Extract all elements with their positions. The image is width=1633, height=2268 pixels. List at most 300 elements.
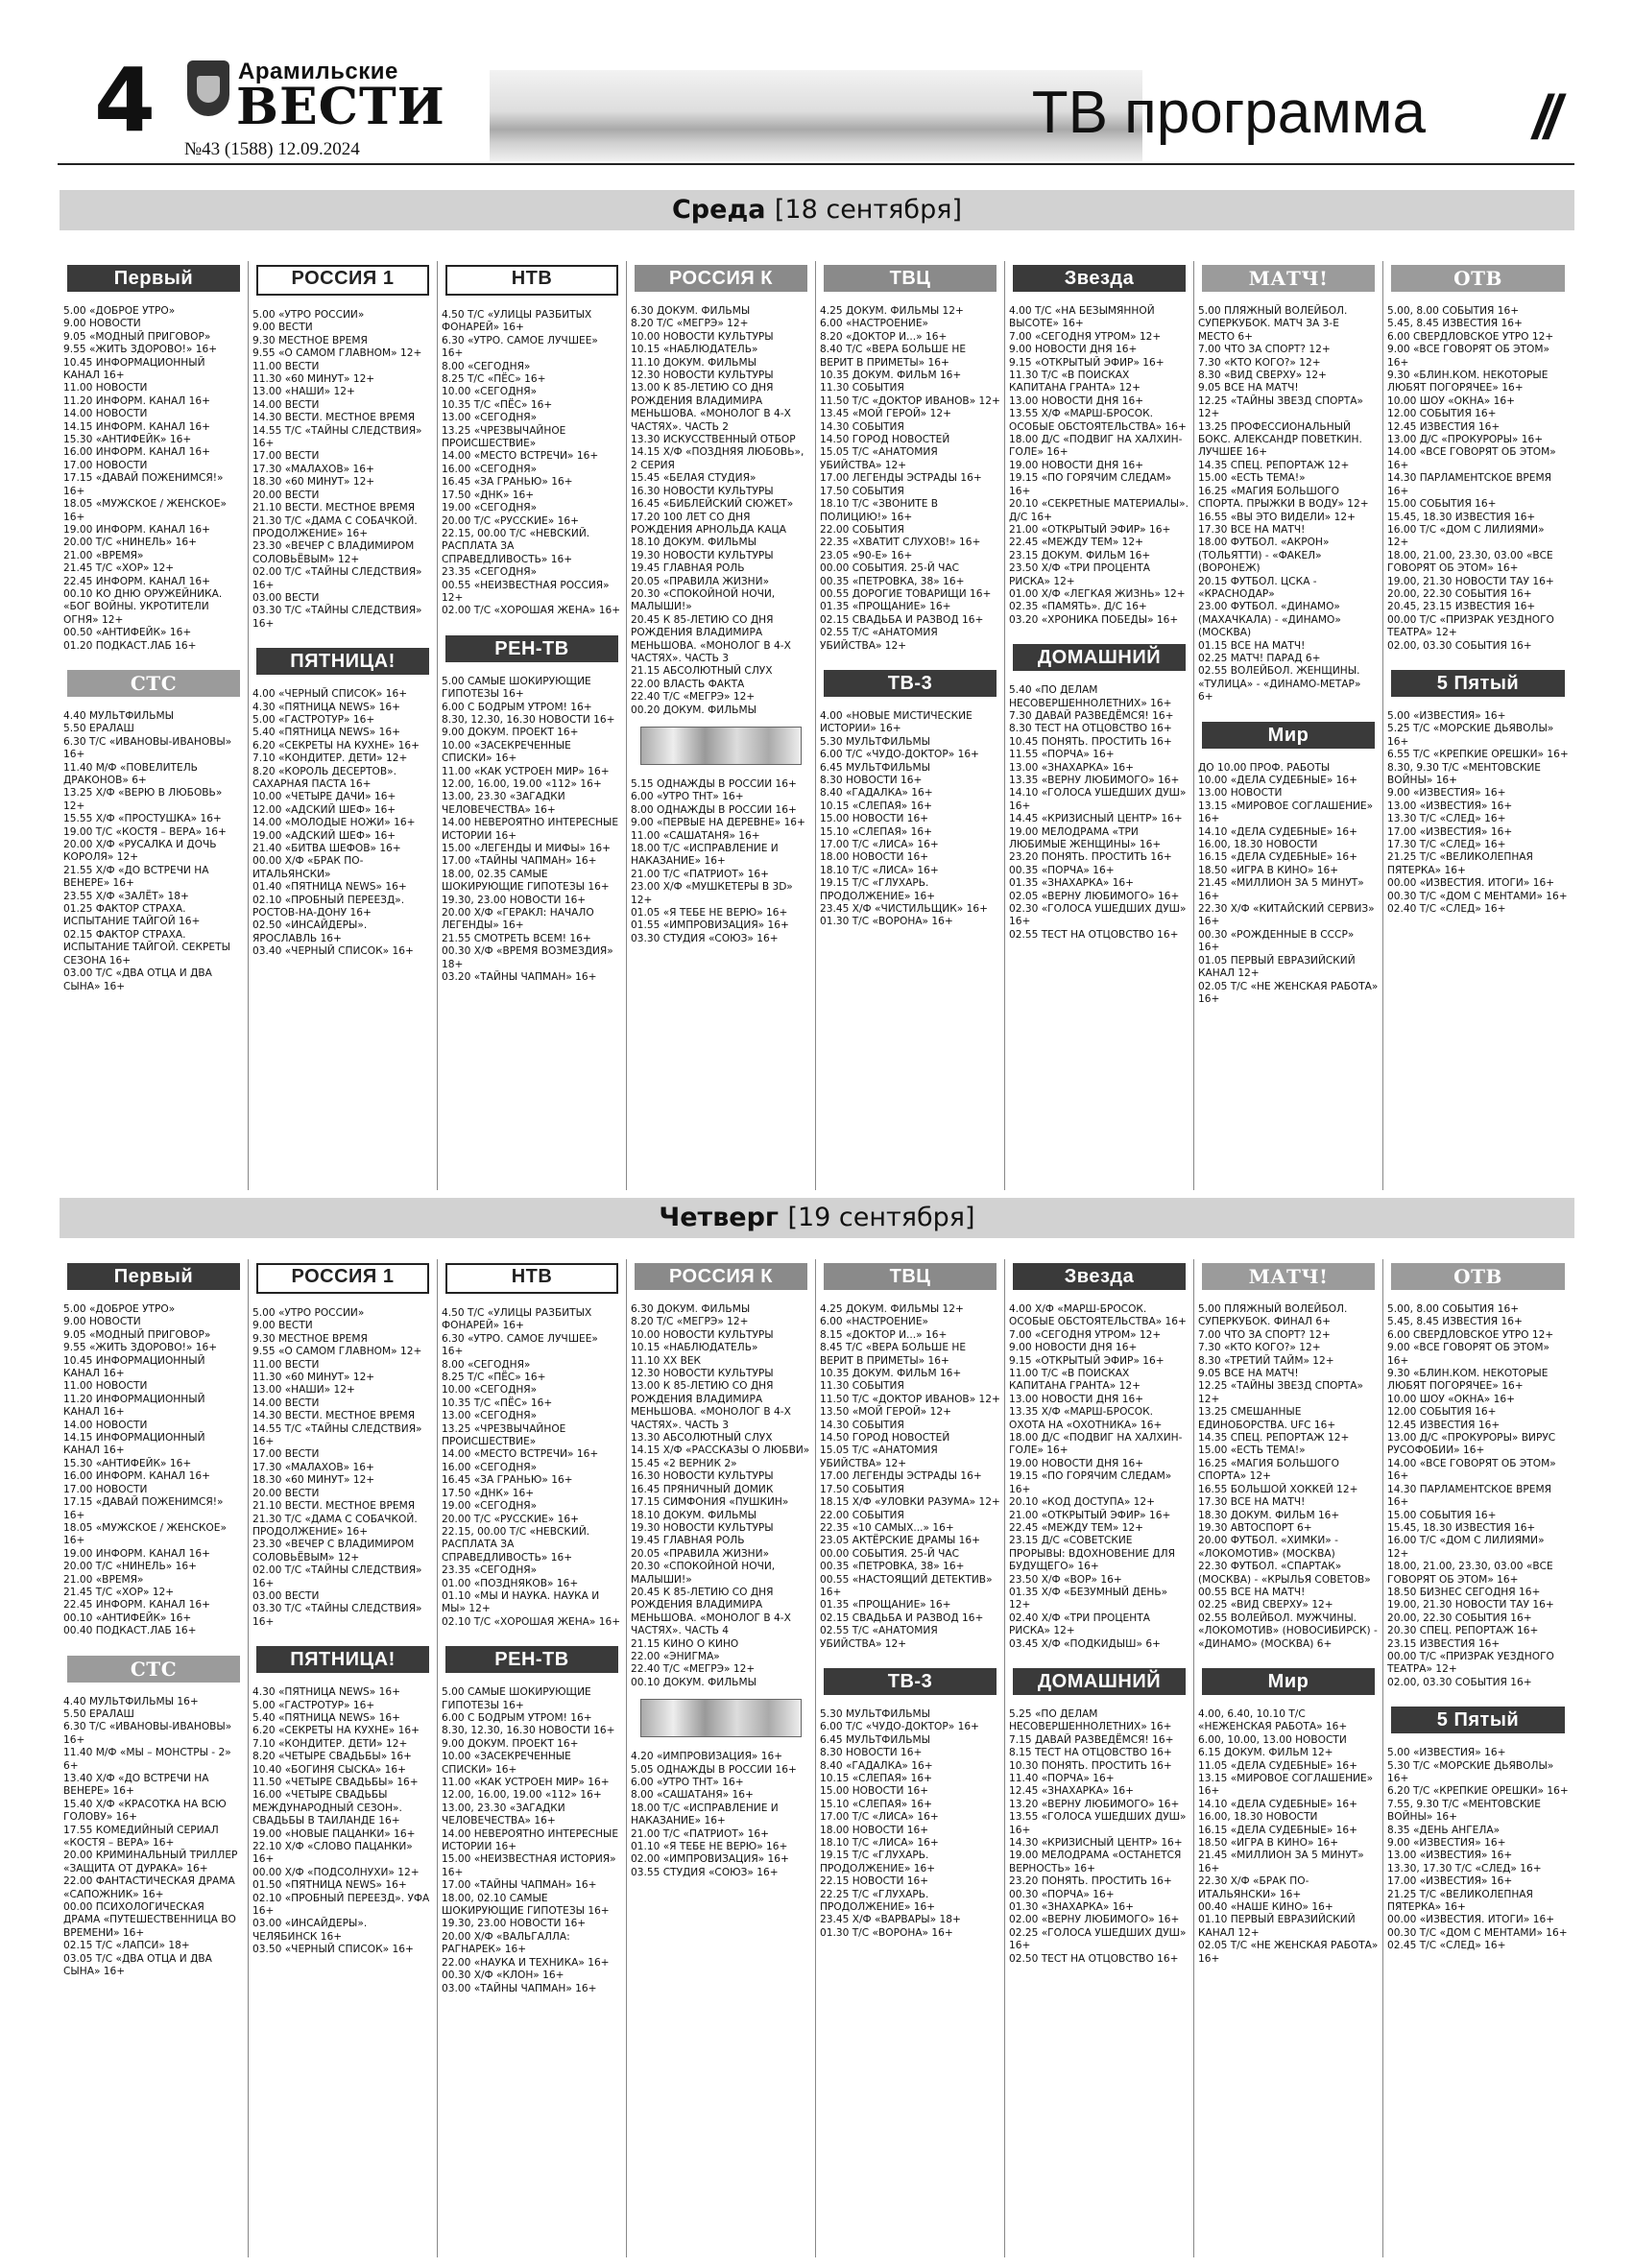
program-item: 23.30 «ВЕЧЕР С ВЛАДИМИРОМ СОЛОВЬЁВЫМ» 12+: [252, 540, 415, 565]
channel-column: [438, 261, 627, 1190]
program-item: 13.00, 23.30 «ЗАГАДКИ ЧЕЛОВЕЧЕСТВА» 16+: [442, 1802, 565, 1827]
program-item: 9.55 «ЖИТЬ ЗДОРОВО!» 16+: [63, 344, 218, 356]
program-item: 6.00 СВЕРДЛОВСКОЕ УТРО 12+: [1387, 330, 1554, 343]
program-item: 03.30 Т/С «ТАЙНЫ СЛЕДСТВИЯ» 16+: [252, 605, 422, 630]
program-item: 7.30 «КТО КОГО?» 12+: [1198, 1342, 1321, 1354]
program-item: 02.00 Т/С «ТАЙНЫ СЛЕДСТВИЯ» 16+: [252, 1564, 422, 1589]
program-item: 13.50 «МОЙ ГЕРОЙ» 12+: [820, 1406, 951, 1419]
program-item: 13.00 К 85-ЛЕТИЮ СО ДНЯ РОЖДЕНИЯ ВЛАДИМИРА МЕНЬШОВА. «МОНОЛОГ В 4-Х ЧАСТЯХ». ЧАСТЬ 3: [631, 1380, 791, 1431]
coat-of-arms-icon: [187, 60, 229, 116]
program-item: 6.45 МУЛЬТФИЛЬМЫ: [820, 761, 931, 774]
program-item: 9.30 «БЛИН.КОМ. НЕКОТОРЫЕ ЛЮБЯТ ПОГОРЯЧЕЕ» 16+: [1387, 1368, 1549, 1393]
day-name: Среда: [671, 195, 766, 225]
program-item: 00.55 ВСЕ НА МАТЧ!: [1198, 1586, 1306, 1598]
program-item: 02.40 Т/С «СЛЕД» 16+: [1387, 903, 1506, 916]
program-item: 8.20 Т/С «МЕГРЭ» 12+: [631, 1316, 749, 1328]
program-item: 17.50 СОБЫТИЯ: [820, 485, 904, 497]
program-item: ДО 10.00 ПРОФ. РАБОТЫ: [1198, 761, 1331, 774]
program-item: 00.55 «НЕИЗВЕСТНАЯ РОССИЯ» 12+: [442, 579, 610, 604]
program-item: 21.45 Т/С «ХОР» 12+: [63, 562, 175, 575]
program-item: 15.45 «БЕЛАЯ СТУДИЯ»: [631, 472, 756, 485]
program-item: 10.00 НОВОСТИ КУЛЬТУРЫ: [631, 1328, 774, 1341]
program-item: 9.00 «ВСЕ ГОВОРЯТ ОБ ЭТОМ» 16+: [1387, 344, 1549, 369]
program-item: 4.25 ДОКУМ. ФИЛЬМЫ 12+: [820, 1303, 964, 1315]
program-item: 19.30, 23.00 НОВОСТИ 16+: [442, 1918, 587, 1930]
program-item: 5.00 САМЫЕ ШОКИРУЮЩИЕ ГИПОТЕЗЫ 16+: [442, 675, 591, 701]
program-item: 01.55 «ИМПРОВИЗАЦИЯ» 16+: [631, 919, 789, 932]
program-item: 15.00 «ЛЕГЕНДЫ И МИФЫ» 16+: [442, 843, 611, 855]
program-item: 8.00 «СЕГОДНЯ»: [442, 360, 531, 372]
program-item: 21.15 АБСОЛЮТНЫЙ СЛУХ: [631, 665, 773, 678]
program-item: 01.00 «ПОЗДНЯКОВ» 16+: [442, 1577, 579, 1589]
program-item: 18.10 ДОКУМ. ФИЛЬМЫ: [631, 537, 756, 549]
program-item: 5.00 ПЛЯЖНЫЙ ВОЛЕЙБОЛ. СУПЕРКУБОК. МАТЧ ЗА 3-Е МЕСТО 6+: [1198, 305, 1348, 343]
program-list: [252, 1307, 433, 1629]
program-item: 13.55 «ГОЛОСА УШЕДШИХ ДУШ» 16+: [1009, 1811, 1187, 1836]
program-item: 11.20 ИНФОРМ. КАНАЛ 16+: [63, 394, 210, 407]
program-list: [1387, 305, 1569, 653]
program-item: 17.30 «МАЛАХОВ» 16+: [252, 463, 374, 475]
program-item: 10.00 «СЕГОДНЯ»: [442, 386, 538, 398]
program-item: 02.25 МАТЧ! ПАРАД 6+: [1198, 652, 1321, 664]
program-item: 20.30 СПЕЦ. РЕПОРТАЖ 16+: [1387, 1625, 1539, 1637]
program-list: [1009, 684, 1189, 942]
program-item: 21.00 «ВРЕМЯ»: [63, 549, 144, 561]
channel-column: [1194, 1259, 1383, 2257]
channel-column: [1194, 261, 1383, 1190]
program-item: 16.15 «ДЕЛА СУДЕБНЫЕ» 16+: [1198, 851, 1358, 864]
program-item: 12.45 ИЗВЕСТИЯ 16+: [1387, 1419, 1501, 1431]
program-item: 13.25 Х/Ф «ВЕРЮ В ЛЮБОВЬ» 12+: [63, 787, 223, 812]
program-item: 02.10 Т/С «ХОРОШАЯ ЖЕНА» 16+: [442, 1615, 621, 1628]
program-item: 16.00, 18.30 НОВОСТИ: [1198, 839, 1318, 851]
program-item: 15.00 СОБЫТИЯ 16+: [1387, 1509, 1497, 1521]
program-item: 7.00 «СЕГОДНЯ УТРОМ» 12+: [1009, 1328, 1162, 1341]
program-item: 18.00, 21.00, 23.30, 03.00 «ВСЕ ГОВОРЯТ ОБ ЭТОМ» 16+: [1387, 549, 1553, 575]
program-item: 14.00 НЕВЕРОЯТНО ИНТЕРЕСНЫЕ ИСТОРИИ 16+: [442, 1827, 619, 1853]
program-item: 18.05 «МУЖСКОЕ / ЖЕНСКОЕ» 16+: [63, 1521, 227, 1547]
program-item: 20.15 ФУТБОЛ. ЦСКА - «КРАСНОДАР»: [1198, 575, 1317, 600]
program-item: 7.30 «КТО КОГО?» 12+: [1198, 356, 1321, 369]
program-item: 02.10 «ПРОБНЫЙ ПЕРЕЕЗД». УФА 16+: [252, 1892, 430, 1918]
program-item: 01.35 «ПРОЩАНИЕ» 16+: [820, 601, 951, 613]
program-item: 03.00 «ИНСАЙДЕРЫ». ЧЕЛЯБИНСК 16+: [252, 1918, 368, 1943]
program-item: 18.10 Т/С «ЗВОНИТЕ В ПОЛИЦИЮ!» 16+: [820, 498, 939, 523]
program-list: [63, 305, 244, 653]
channel-logo: РОССИЯ К: [635, 1263, 807, 1290]
program-list: [820, 1303, 1000, 1651]
program-item: 19.00 Т/С «КОСТЯ – ВЕРА» 16+: [63, 825, 227, 838]
program-item: 15.00 «НЕИЗВЕСТНАЯ ИСТОРИЯ» 16+: [442, 1853, 616, 1878]
program-item: 03.00 «ТАЙНЫ ЧАПМАН» 16+: [442, 1982, 597, 1994]
program-item: 13.25 СМЕШАННЫЕ ЕДИНОБОРСТВА. UFC 16+: [1198, 1406, 1336, 1431]
program-item: 02.45 Т/С «СЛЕД» 16+: [1387, 1940, 1506, 1952]
program-item: 8.30 НОВОСТИ 16+: [820, 1747, 923, 1759]
program-item: 11.00 Т/С «В ПОИСКАХ КАПИТАНА ГРАНТА» 12+: [1009, 1368, 1141, 1393]
program-item: 15.45 «2 ВЕРНИК 2»: [631, 1457, 737, 1469]
program-item: 9.00 ДОКУМ. ПРОЕКТ 16+: [442, 1737, 579, 1750]
program-item: 20.00 Т/С «НИНЕЛЬ» 16+: [63, 537, 197, 549]
program-item: 01.30 «ЗНАХАРКА» 16+: [1009, 1901, 1135, 1914]
program-item: 14.00 ВЕСТИ: [252, 1397, 320, 1409]
program-item: 11.30 СОБЫТИЯ: [820, 382, 904, 394]
program-item: 19.15 Т/С «ГЛУХАРЬ. ПРОДОЛЖЕНИЕ» 16+: [820, 1850, 936, 1874]
program-item: 18.30 «60 МИНУТ» 12+: [252, 476, 375, 489]
program-item: 14.10 «ДЕЛА СУДЕБНЫЕ» 16+: [1198, 825, 1358, 838]
program-item: 19.15 «ПО ГОРЯЧИМ СЛЕДАМ» 16+: [1009, 1470, 1172, 1495]
program-item: 11.30 СОБЫТИЯ: [820, 1380, 904, 1393]
program-item: 16.25 «МАГИЯ БОЛЬШОГО СПОРТА. ПРЫЖКИ В ВОДУ» 12+: [1198, 485, 1369, 511]
program-item: 03.00 ВЕСТИ: [252, 1589, 320, 1602]
program-item: 01.25 ФАКТОР СТРАХА. ИСПЫТАНИЕ ТАЙГОЙ 16+: [63, 903, 201, 928]
program-item: 14.30 ПАРЛАМЕНТСКОЕ ВРЕМЯ 16+: [1387, 472, 1551, 497]
program-item: 12.00 «АДСКИЙ ШЕФ» 16+: [252, 803, 396, 816]
program-item: 19.30, 23.00 НОВОСТИ 16+: [442, 894, 587, 906]
program-item: 5.00 «ИЗВЕСТИЯ» 16+: [1387, 709, 1506, 722]
program-item: 6.20 «СЕКРЕТЫ НА КУХНЕ» 16+: [252, 739, 420, 752]
program-item: 5.40 «ПЯТНИЦА NEWS» 16+: [252, 1711, 400, 1724]
program-item: 14.35 СПЕЦ. РЕПОРТАЖ 12+: [1198, 459, 1350, 471]
program-item: 13.00 «ИЗВЕСТИЯ» 16+: [1387, 1850, 1513, 1862]
program-item: 00.00 СОБЫТИЯ. 25-Й ЧАС: [820, 562, 960, 575]
program-item: 13.55 Х/Ф «МАРШ-БРОСОК. ОСОБЫЕ ОБСТОЯТЕЛЬСТВА» 16+: [1009, 408, 1187, 433]
program-item: 14.00 «МОЛОДЫЕ НОЖИ» 16+: [252, 817, 416, 829]
program-item: 12.30 НОВОСТИ КУЛЬТУРЫ: [631, 370, 774, 382]
program-item: 8.15 ТЕСТ НА ОТЦОВСТВО 16+: [1009, 1747, 1172, 1759]
program-item: 02.05 Т/С «НЕ ЖЕНСКАЯ РАБОТА» 16+: [1198, 1940, 1379, 1965]
program-item: 18.00 НОВОСТИ 16+: [820, 1824, 929, 1836]
program-item: 4.00 Т/С «НА БЕЗЫМЯННОЙ ВЫСОТЕ» 16+: [1009, 305, 1155, 330]
program-item: 17.00 Т/С «ЛИСА» 16+: [820, 839, 939, 851]
program-item: 8.00 «САШАТАНЯ» 16+: [631, 1789, 754, 1802]
program-item: 23.15 Д/С «СОВЕТСКИЕ ПРОРЫВЫ: ВДОХНОВЕНИЕ ДЛЯ БУДУЩЕГО» 16+: [1009, 1535, 1175, 1573]
program-item: 00.20 ДОКУМ. ФИЛЬМЫ: [631, 704, 756, 716]
program-item: 23.45 Х/Ф «ВАРВАРЫ» 18+: [820, 1914, 961, 1926]
program-item: 11.00 НОВОСТИ: [63, 1380, 148, 1393]
program-item: 13.00 «СЕГОДНЯ»: [442, 1410, 538, 1422]
program-item: 00.00 Х/Ф «ПОДСОЛНУХИ» 12+: [252, 1866, 420, 1878]
program-item: 01.50 «ПЯТНИЦА NEWS» 16+: [252, 1879, 407, 1892]
program-item: 6.00 «НАСТРОЕНИЕ»: [820, 318, 929, 330]
program-item: 19.30 АВТОСПОРТ 6+: [1198, 1521, 1312, 1534]
program-item: 14.30 «КРИЗИСНЫЙ ЦЕНТР» 16+: [1009, 1837, 1183, 1850]
program-item: 02.55 Т/С «АНАТОМИЯ УБИЙСТВА» 12+: [820, 1625, 938, 1650]
program-item: 13.00 НОВОСТИ: [1198, 787, 1283, 800]
channel-logo: РОССИЯ К: [635, 265, 807, 292]
program-item: 16.30 НОВОСТИ КУЛЬТУРЫ: [631, 485, 774, 497]
program-item: 02.15 СВАДЬБА И РАЗВОД 16+: [820, 613, 984, 626]
program-item: 18.05 «МУЖСКОЕ / ЖЕНСКОЕ» 16+: [63, 498, 227, 523]
program-item: 9.05 «МОДНЫЙ ПРИГОВОР»: [63, 330, 211, 343]
program-item: 10.45 ИНФОРМАЦИОННЫЙ КАНАЛ 16+: [63, 356, 205, 382]
program-item: 21.40 «БИТВА ШЕФОВ» 16+: [252, 843, 401, 855]
program-item: 6.30 ДОКУМ. ФИЛЬМЫ: [631, 1303, 751, 1315]
program-item: 15.10 «СЛЕПАЯ» 16+: [820, 1798, 933, 1810]
program-item: 16.45 «ЗА ГРАНЬЮ» 16+: [442, 476, 573, 489]
program-item: 11.30 «60 МИНУТ» 12+: [252, 1372, 375, 1384]
program-item: 14.15 Х/Ф «РАССКАЗЫ О ЛЮБВИ»: [631, 1444, 810, 1457]
program-item: 13.45 «МОЙ ГЕРОЙ» 12+: [820, 408, 951, 420]
program-item: 23.15 ИЗВЕСТИЯ 16+: [1387, 1637, 1501, 1650]
program-item: 02.30 «ГОЛОСА УШЕДШИХ ДУШ» 16+: [1009, 903, 1187, 928]
program-item: 20.00 Х/Ф «ВАЛЬГАЛЛА: РАГНАРЕК» 16+: [442, 1930, 570, 1956]
program-item: 22.25 Т/С «ГЛУХАРЬ. ПРОДОЛЖЕНИЕ» 16+: [820, 1888, 936, 1914]
program-item: 5.00 ПЛЯЖНЫЙ ВОЛЕЙБОЛ. СУПЕРКУБОК. ФИНАЛ 6+: [1198, 1303, 1348, 1328]
program-item: 10.00 «ЗАСЕКРЕЧЕННЫЕ СПИСКИ» 16+: [442, 1751, 571, 1776]
program-item: 11.30 Т/С «В ПОИСКАХ КАПИТАНА ГРАНТА» 12+: [1009, 370, 1141, 394]
program-item: 15.00 НОВОСТИ 16+: [820, 813, 929, 825]
program-item: 02.15 Т/С «ЛАПСИ» 18+: [63, 1940, 190, 1952]
program-item: 8.30, 9.30 Т/С «МЕНТОВСКИЕ ВОЙНЫ» 16+: [1387, 761, 1541, 786]
channel-logo: ДОМАШНИЙ: [1013, 644, 1186, 671]
channel-logo: Мир: [1202, 1668, 1375, 1695]
program-item: 21.00 «ВРЕМЯ»: [63, 1573, 144, 1586]
program-item: 02.55 ВОЛЕЙБОЛ. МУЖЧИНЫ. «ЛОКОМОТИВ» (НОВОСИБИРСК) - «ДИНАМО» (МОСКВА) 6+: [1198, 1611, 1378, 1650]
program-item: 9.00 «ИЗВЕСТИЯ» 16+: [1387, 787, 1506, 800]
program-item: 20.30 «СПОКОЙНОЙ НОЧИ, МАЛЫШИ!»: [631, 1561, 776, 1586]
program-item: 22.00 СОБЫТИЯ: [820, 1509, 904, 1521]
program-item: 10.30 ПОНЯТЬ. ПРОСТИТЬ 16+: [1009, 1759, 1172, 1772]
program-item: 16.00 «ЧЕТЫРЕ СВАДЬБЫ МЕЖДУНАРОДНЫЙ СЕЗОН». СВАДЬБЫ В ТАИЛАНДЕ 16+: [252, 1789, 402, 1827]
program-item: 22.35 «10 САМЫХ...» 16+: [820, 1521, 954, 1534]
program-item: 01.40 «ПЯТНИЦА NEWS» 16+: [252, 881, 407, 894]
program-item: 23.35 «СЕГОДНЯ»: [442, 566, 538, 579]
tnt-logo-image: [640, 1699, 802, 1737]
program-item: 13.30 АБСОЛЮТНЫЙ СЛУХ: [631, 1432, 773, 1444]
page-number: 4: [94, 49, 156, 152]
program-item: 18.10 Т/С «ЛИСА» 16+: [820, 864, 939, 876]
program-item: 7.15 ДАВАЙ РАЗВЕДЁМСЯ! 16+: [1009, 1733, 1174, 1746]
schedule-grid-wednesday: [60, 261, 1574, 1190]
program-item: 4.30 «ПЯТНИЦА NEWS» 16+: [252, 701, 400, 713]
program-item: 19.00 ИНФОРМ. КАНАЛ 16+: [63, 523, 210, 536]
program-item: 20.00 КРИМИНАЛЬНЫЙ ТРИЛЛЕР «ЗАЩИТА ОТ ДУРАКА» 16+: [63, 1850, 238, 1874]
program-item: 17.00 «ИЗВЕСТИЯ» 16+: [1387, 825, 1513, 838]
program-item: 5.00 «УТРО РОССИИ»: [252, 309, 365, 321]
program-item: 22.35 «ХВАТИТ СЛУХОВ!» 16+: [820, 537, 981, 549]
program-item: 22.15, 00.00 Т/С «НЕВСКИЙ. РАСПЛАТА ЗА СПРАВЕДЛИВОСТЬ» 16+: [442, 1525, 590, 1564]
channel-logo: ДОМАШНИЙ: [1013, 1668, 1186, 1695]
program-item: 10.15 «НАБЛЮДАТЕЛЬ»: [631, 344, 758, 356]
program-item: 15.00 НОВОСТИ 16+: [820, 1785, 929, 1798]
channel-column: [60, 261, 249, 1190]
program-list: [63, 710, 244, 993]
program-item: 01.00 Х/Ф «ЛЕГКАЯ ЖИЗНЬ» 12+: [1009, 587, 1186, 600]
channel-logo: ТВЦ: [824, 265, 997, 292]
channel-logo: ОТВ: [1391, 265, 1565, 292]
program-item: 13.00 Д/С «ПРОКУРОРЫ» 16+: [1387, 434, 1544, 446]
program-item: 10.00 «ДЕЛА СУДЕБНЫЕ» 16+: [1198, 775, 1358, 786]
program-item: 19.00 «СЕГОДНЯ»: [442, 1500, 538, 1513]
channel-column: [1005, 261, 1194, 1190]
program-item: 4.00 «ЧЕРНЫЙ СПИСОК» 16+: [252, 688, 408, 701]
program-item: 13.00 «СЕГОДНЯ»: [442, 412, 538, 424]
program-item: 12.45 «ЗНАХАРКА» 16+: [1009, 1785, 1135, 1798]
program-item: 13.00 Д/С «ПРОКУРОРЫ» ВИРУС РУСОФОБИИ» 16+: [1387, 1432, 1556, 1457]
program-item: 21.45 «МИЛЛИОН ЗА 5 МИНУТ» 16+: [1198, 877, 1364, 902]
program-item: 11.50 Т/С «ДОКТОР ИВАНОВ» 12+: [820, 1393, 1000, 1405]
program-item: 9.00 «ИЗВЕСТИЯ» 16+: [1387, 1837, 1506, 1850]
day-date: [18 сентября]: [774, 195, 962, 225]
program-item: 12.00 СОБЫТИЯ 16+: [1387, 408, 1497, 420]
program-item: 7.00 ЧТО ЗА СПОРТ? 12+: [1198, 344, 1331, 356]
program-list: [252, 1686, 433, 1957]
program-item: 22.00 ВЛАСТЬ ФАКТА: [631, 678, 745, 690]
program-list: [631, 778, 811, 945]
program-item: 18.00 Д/С «ПОДВИГ НА ХАЛХИН-ГОЛЕ» 16+: [1009, 1432, 1183, 1457]
program-item: 01.05 ПЕРВЫЙ ЕВРАЗИЙСКИЙ КАНАЛ 12+: [1198, 954, 1356, 980]
program-item: 15.30 «АНТИФЕЙК» 16+: [63, 1457, 192, 1469]
program-item: 14.00 «МЕСТО ВСТРЕЧИ» 16+: [442, 1448, 599, 1461]
program-item: 17.00 ЛЕГЕНДЫ ЭСТРАДЫ 16+: [820, 1470, 982, 1483]
program-item: 7.55, 9.30 Т/С «МЕНТОВСКИЕ ВОЙНЫ» 16+: [1387, 1798, 1541, 1824]
program-item: 14.15 ИНФОРМ. КАНАЛ 16+: [63, 420, 210, 433]
program-item: 8.25 Т/С «ПЁС» 16+: [442, 1372, 546, 1384]
program-item: 00.30 Х/Ф «КЛОН» 16+: [442, 1970, 564, 1982]
program-item: 21.25 Т/С «ВЕЛИКОЛЕПНАЯ ПЯТЕРКА» 16+: [1387, 851, 1533, 876]
channel-logo: ТВЦ: [824, 1263, 997, 1290]
program-item: 5.00 «ДОБРОЕ УТРО»: [63, 1303, 176, 1315]
program-item: 8.15 «ДОКТОР И...» 16+: [820, 1328, 948, 1341]
program-item: 01.30 Т/С «ВОРОНА» 16+: [820, 1926, 953, 1939]
channel-column: [1005, 1259, 1194, 2257]
channel-logo: РЕН-ТВ: [445, 635, 618, 662]
program-item: 02.35 «ПАМЯТЬ». Д/С 16+: [1009, 601, 1147, 613]
program-item: 16.55 «ВЫ ЭТО ВИДЕЛИ» 12+: [1198, 511, 1356, 523]
program-item: 13.00 «НАШИ» 12+: [252, 386, 355, 398]
program-item: 6.30 «УТРО. САМОЕ ЛУЧШЕЕ» 16+: [442, 334, 598, 360]
channel-logo: Первый: [67, 265, 240, 292]
program-item: 19.45 ГЛАВНАЯ РОЛЬ: [631, 562, 745, 575]
program-item: 03.00 ВЕСТИ: [252, 591, 320, 604]
program-item: 17.55 КОМЕДИЙНЫЙ СЕРИАЛ «КОСТЯ – ВЕРА» 16+: [63, 1824, 219, 1850]
program-item: 20.00 Х/Ф «ГЕРАКЛ: НАЧАЛО ЛЕГЕНДЫ» 16+: [442, 907, 594, 932]
program-item: 11.50 Т/С «ДОКТОР ИВАНОВ» 12+: [820, 394, 1000, 407]
program-item: 00.30 «ПОРЧА» 16+: [1009, 1888, 1115, 1900]
program-item: 15.00 «ЕСТЬ ТЕМА!»: [1198, 1444, 1306, 1457]
program-item: 16.25 «МАГИЯ БОЛЬШОГО СПОРТА» 12+: [1198, 1457, 1339, 1483]
channel-column: [438, 1259, 627, 2257]
program-item: 00.10 КО ДНЮ ОРУЖЕЙНИКА. «БОГ ВОЙНЫ. УКРОТИТЕЛИ ОГНЯ» 12+: [63, 587, 223, 626]
program-item: 9.00 ДОКУМ. ПРОЕКТ 16+: [442, 727, 579, 739]
program-item: 5.00, 8.00 СОБЫТИЯ 16+: [1387, 1303, 1520, 1315]
program-item: 20.00 Т/С «НИНЕЛЬ» 16+: [63, 1561, 197, 1573]
program-item: 14.00 НОВОСТИ: [63, 1419, 148, 1431]
program-item: 16.45 «ЗА ГРАНЬЮ» 16+: [442, 1474, 573, 1487]
program-item: 16.00 Т/С «ДОМ С ЛИЛИЯМИ» 12+: [1387, 523, 1545, 549]
program-item: 13.00 НОВОСТИ ДНЯ 16+: [1009, 1393, 1144, 1405]
program-item: 13.15 «МИРОВОЕ СОГЛАШЕНИЕ» 16+: [1198, 800, 1374, 825]
program-item: 4.30 «ПЯТНИЦА NEWS» 16+: [252, 1686, 400, 1699]
program-item: 14.35 СПЕЦ. РЕПОРТАЖ 12+: [1198, 1432, 1350, 1444]
program-item: 20.05 «ПРАВИЛА ЖИЗНИ»: [631, 1547, 770, 1560]
program-item: 00.10 ДОКУМ. ФИЛЬМЫ: [631, 1676, 756, 1688]
program-item: 00.40 ПОДКАСТ.ЛАБ 16+: [63, 1625, 197, 1637]
program-item: 8.20 «КОРОЛЬ ДЕСЕРТОВ». САХАРНАЯ ПАСТА 16+: [252, 765, 396, 790]
program-item: 23.00 ФУТБОЛ. «ДИНАМО» (МАХАЧКАЛА) - «ДИНАМО» (МОСКВА): [1198, 601, 1341, 639]
program-item: 18.00 Т/С «ИСПРАВЛЕНИЕ И НАКАЗАНИЕ» 16+: [631, 1802, 779, 1827]
program-item: 20.00, 22.30 СОБЫТИЯ 16+: [1387, 1611, 1532, 1624]
channel-column: [60, 1259, 249, 2257]
program-item: 00.10 «АНТИФЕЙК» 16+: [63, 1611, 192, 1624]
program-item: 10.35 Т/С «ПЁС» 16+: [442, 1397, 553, 1409]
program-list: [631, 1751, 811, 1879]
program-item: 6.30 «УТРО. САМОЕ ЛУЧШЕЕ» 16+: [442, 1332, 598, 1358]
program-list: [1387, 1303, 1569, 1689]
program-item: 13.25 ПРОФЕССИОНАЛЬНЫЙ БОКС. АЛЕКСАНДР ПОВЕТКИН. ЛУЧШЕЕ 16+: [1198, 420, 1362, 459]
program-item: 16.45 ПРЯНИЧНЫЙ ДОМИК: [631, 1483, 774, 1495]
program-item: 13.35 «ВЕРНУ ЛЮБИМОГО» 16+: [1009, 775, 1180, 786]
program-item: 03.55 СТУДИЯ «СОЮЗ» 16+: [631, 1866, 779, 1878]
program-item: 13.35 Х/Ф «МАРШ-БРОСОК. ОХОТА НА «ОХОТНИКА» 16+: [1009, 1406, 1163, 1431]
program-item: 19.00 ИНФОРМ. КАНАЛ 16+: [63, 1547, 210, 1560]
program-item: 00.35 «ПЕТРОВКА, 38» 16+: [820, 575, 965, 587]
program-item: 17.00 НОВОСТИ: [63, 459, 148, 471]
program-item: 15.45, 18.30 ИЗВЕСТИЯ 16+: [1387, 511, 1536, 523]
program-item: 15.10 «СЛЕПАЯ» 16+: [820, 825, 933, 838]
program-item: 22.40 Т/С «МЕГРЭ» 12+: [631, 1663, 756, 1676]
program-item: 16.00, 18.30 НОВОСТИ: [1198, 1811, 1318, 1824]
program-item: 11.00 НОВОСТИ: [63, 382, 148, 394]
program-item: 01.10 ПЕРВЫЙ ЕВРАЗИЙСКИЙ КАНАЛ 12+: [1198, 1914, 1356, 1939]
program-item: 20.00 Х/Ф «РУСАЛКА И ДОЧЬ КОРОЛЯ» 12+: [63, 839, 217, 864]
program-item: 23.50 Х/Ф «ВОР» 16+: [1009, 1573, 1122, 1586]
program-item: 14.30 СОБЫТИЯ: [820, 420, 904, 433]
program-item: 21.00 Т/С «ПАТРИОТ» 16+: [631, 868, 769, 880]
program-item: 6.00 «НАСТРОЕНИЕ»: [820, 1316, 929, 1328]
program-item: 03.50 «ЧЕРНЫЙ СПИСОК» 16+: [252, 1944, 414, 1956]
program-item: 19.15 Т/С «ГЛУХАРЬ. ПРОДОЛЖЕНИЕ» 16+: [820, 877, 936, 902]
channel-logo: РОССИЯ 1: [256, 265, 429, 296]
program-item: 17.00 «ТАЙНЫ ЧАПМАН» 16+: [442, 1879, 597, 1892]
program-item: 23.55 Х/Ф «ЗАЛЁТ» 18+: [63, 890, 189, 902]
program-item: 9.30 «БЛИН.КОМ. НЕКОТОРЫЕ ЛЮБЯТ ПОГОРЯЧЕЕ» 16+: [1387, 370, 1549, 394]
channel-logo: НТВ: [445, 265, 618, 296]
program-list: [820, 305, 1000, 653]
program-item: 02.25 «ГОЛОСА УШЕДШИХ ДУШ» 16+: [1009, 1926, 1187, 1952]
program-item: 10.15 «СЛЕПАЯ» 16+: [820, 800, 933, 812]
program-item: 22.45 «МЕЖДУ ТЕМ» 12+: [1009, 537, 1144, 549]
program-item: 21.25 Т/С «ВЕЛИКОЛЕПНАЯ ПЯТЕРКА» 16+: [1387, 1888, 1533, 1914]
program-item: 02.55 ТЕСТ НА ОТЦОВСТВО 16+: [1009, 928, 1179, 941]
program-item: 13.25 «ЧРЕЗВЫЧАЙНОЕ ПРОИСШЕСТВИЕ»: [442, 424, 566, 450]
program-item: 22.00 «НАУКА И ТЕХНИКА» 16+: [442, 1956, 610, 1969]
program-item: 14.00 НЕВЕРОЯТНО ИНТЕРЕСНЫЕ ИСТОРИИ 16+: [442, 817, 619, 842]
channel-logo: Звезда: [1013, 265, 1186, 292]
program-item: 13.30 Т/С «СЛЕД» 16+: [1387, 813, 1506, 825]
program-item: 02.00 «ИМПРОВИЗАЦИЯ» 16+: [631, 1853, 789, 1866]
program-item: 14.10 «ДЕЛА СУДЕБНЫЕ» 16+: [1198, 1798, 1358, 1810]
program-item: 5.00 «ИЗВЕСТИЯ» 16+: [1387, 1747, 1506, 1759]
program-item: 6.20 «СЕКРЕТЫ НА КУХНЕ» 16+: [252, 1725, 420, 1737]
program-item: 14.30 СОБЫТИЯ: [820, 1419, 904, 1431]
program-item: 14.00 «МЕСТО ВСТРЕЧИ» 16+: [442, 450, 599, 463]
program-item: 01.10 «МЫ И НАУКА. НАУКА И МЫ» 12+: [442, 1589, 600, 1615]
program-item: 5.00, 8.00 СОБЫТИЯ 16+: [1387, 305, 1520, 317]
program-item: 4.50 Т/С «УЛИЦЫ РАЗБИТЫХ ФОНАРЕЙ» 16+: [442, 309, 592, 334]
channel-column: [816, 261, 1005, 1190]
program-item: 8.30 «ТРЕТИЙ ТАЙМ» 12+: [1198, 1354, 1334, 1367]
program-item: 02.05 «ВЕРНУ ЛЮБИМОГО» 16+: [1009, 890, 1180, 902]
program-item: 03.20 «ТАЙНЫ ЧАПМАН» 16+: [442, 971, 597, 984]
program-item: 8.40 Т/С «ВЕРА БОЛЬШЕ НЕ ВЕРИТ В ПРИМЕТЫ» 16+: [820, 344, 967, 369]
program-item: 6.00 Т/С «ЧУДО-ДОКТОР» 16+: [820, 749, 979, 761]
program-item: 8.20 «ДОКТОР И...» 16+: [820, 330, 948, 343]
program-item: 9.00 НОВОСТИ: [63, 318, 141, 330]
program-item: 21.00 «ОТКРЫТЫЙ ЭФИР» 16+: [1009, 523, 1171, 536]
program-item: 17.30 ВСЕ НА МАТЧ!: [1198, 1496, 1306, 1509]
program-item: 6.00, 10.00, 13.00 НОВОСТИ: [1198, 1733, 1347, 1746]
